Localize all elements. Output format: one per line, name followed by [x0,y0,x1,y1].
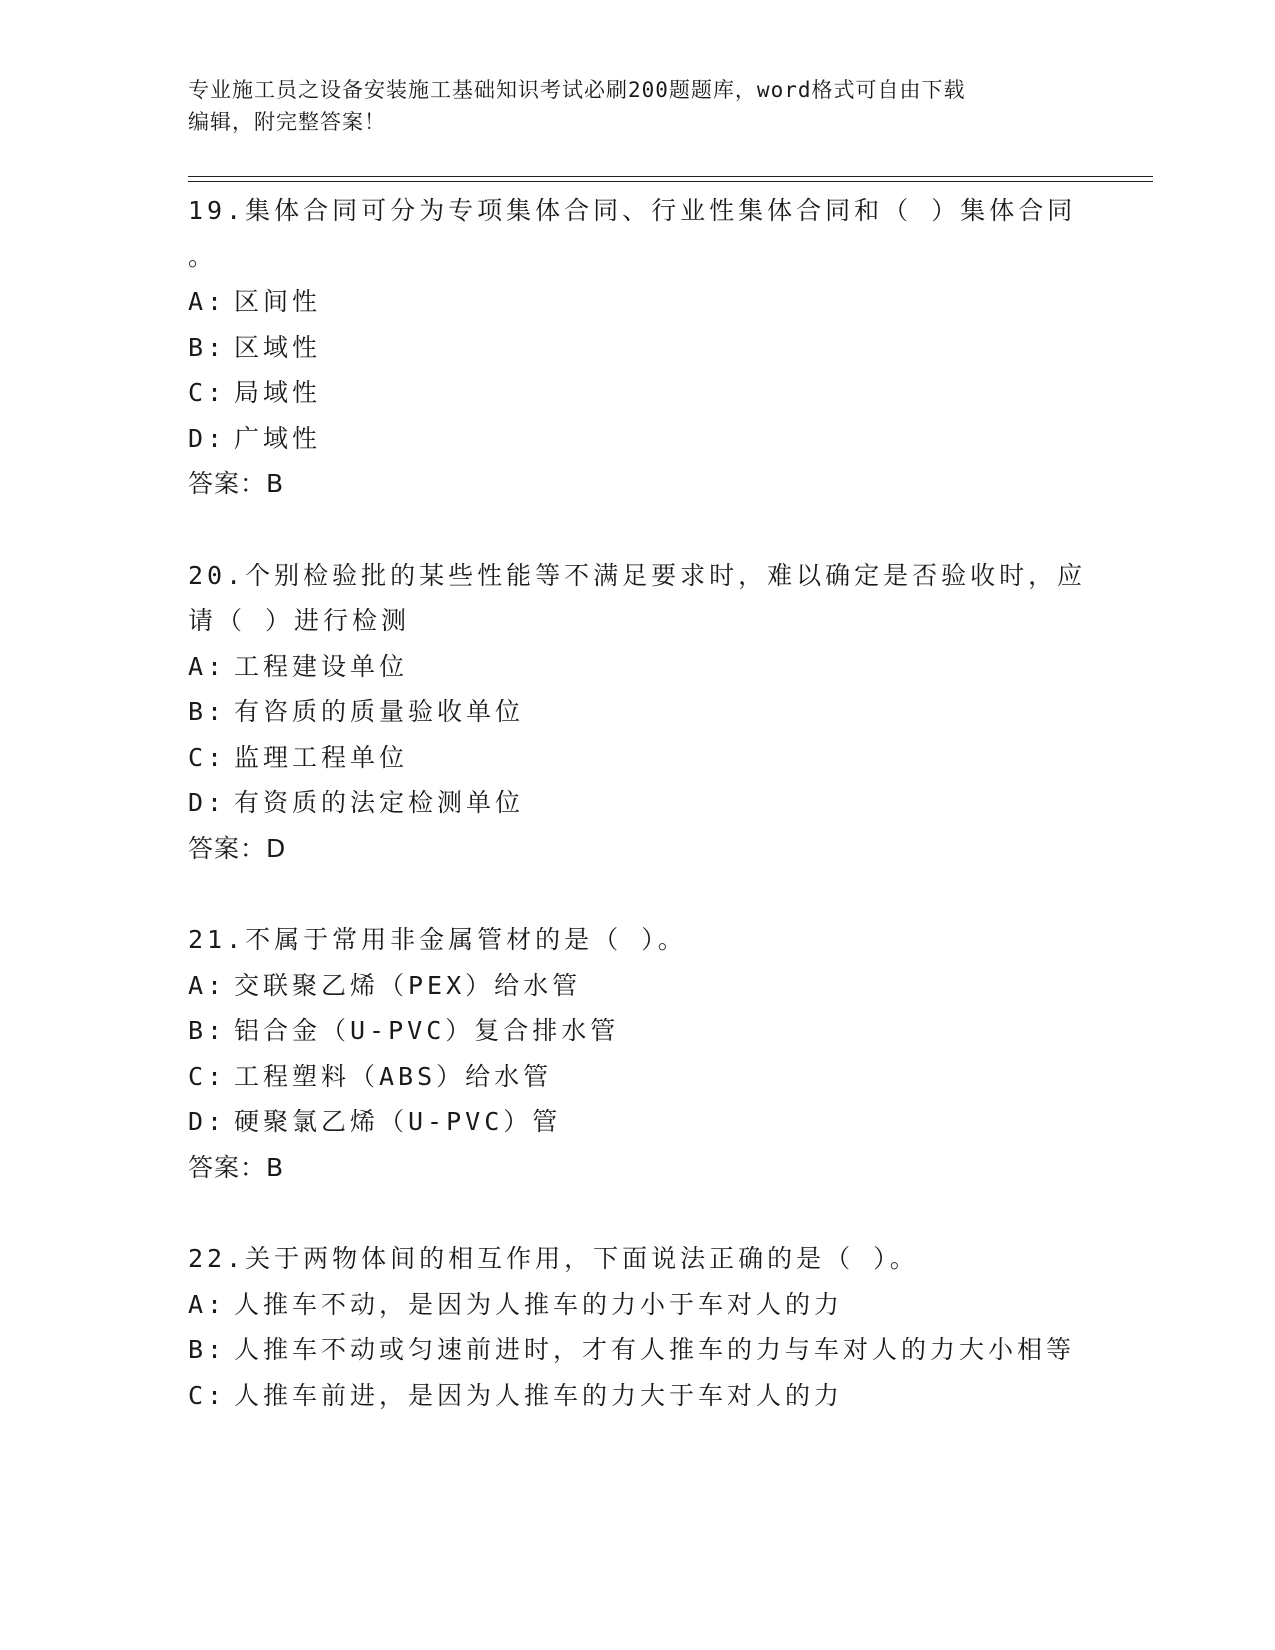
option-key: C: [188,742,227,772]
option-d [188,1099,1088,1145]
question-19 [188,188,1088,507]
question-stem: 20.个别检验批的某些性能等不满足要求时，难以确定是否验收时，应 [188,560,1087,590]
option-key: A: [188,651,227,681]
option-text: 硬聚氯乙烯（U-PVC）管 [234,1107,562,1136]
question-stem-continued: 请（ ）进行检测 [188,606,411,635]
header-line-2: 编辑，附完整答案！ [188,110,386,134]
option-c [188,370,1088,416]
option-b [188,1008,1088,1054]
option-text: 区间性 [234,287,322,316]
option-c [188,735,1088,781]
option-key: C: [188,1061,227,1091]
option-key: D: [188,423,227,453]
option-b [188,1327,1088,1373]
option-key: C: [188,1380,227,1410]
question-list [188,188,1088,1464]
option-key: B: [188,1335,227,1364]
answer-line: 答案：D [188,833,287,863]
option-text: 人推车不动或匀速前进时，才有人推车的力与车对人的力大小相等 [234,1335,1076,1364]
question-stem-continued: 。 [188,241,218,271]
question-20 [188,553,1088,872]
answer-line: 答案：B [188,469,285,498]
option-key: C: [188,378,227,407]
question-stem: 19.集体合同可分为专项集体合同、行业性集体合同和（ ）集体合同 [188,196,1077,225]
option-key: B: [188,332,227,362]
option-text: 监理工程单位 [234,742,409,772]
option-text: 区域性 [234,332,322,362]
option-text: 局域性 [234,378,322,407]
header-divider-bottom [188,181,1153,182]
option-c [188,1373,1088,1419]
option-text: 铝合金（U-PVC）复合排水管 [234,1016,620,1045]
option-c [188,1054,1088,1100]
option-key: A: [188,970,227,1000]
option-key: B: [188,1016,227,1045]
question-stem: 22.关于两物体间的相互作用，下面说法正确的是（ ）。 [188,1244,919,1273]
option-text: 有资质的法定检测单位 [234,788,525,817]
option-d [188,780,1088,826]
option-key: A: [188,287,227,316]
option-a [188,963,1088,1009]
option-b [188,325,1088,371]
option-key: A: [188,1289,227,1319]
option-a [188,644,1088,690]
option-text: 广域性 [234,423,322,453]
option-text: 交联聚乙烯（PEX）给水管 [234,970,582,1000]
option-text: 人推车前进，是因为人推车的力大于车对人的力 [234,1380,844,1410]
question-21 [188,917,1088,1190]
header-line-1: 专业施工员之设备安装施工基础知识考试必刷200题题库，word格式可自由下载 [188,78,966,102]
option-key: D: [188,788,227,817]
option-text: 人推车不动，是因为人推车的力小于车对人的力 [234,1289,844,1319]
header-divider-top [188,176,1153,177]
option-text: 有咨质的质量验收单位 [234,697,525,726]
option-a [188,279,1088,325]
question-22 [188,1236,1088,1418]
option-d [188,416,1088,462]
answer-line: 答案：B [188,1152,285,1182]
option-key: B: [188,697,227,726]
option-key: D: [188,1107,227,1136]
option-text: 工程建设单位 [234,651,409,681]
option-a [188,1282,1088,1328]
document-header [188,74,1068,138]
option-text: 工程塑料（ABS）给水管 [234,1061,553,1091]
question-stem: 21.不属于常用非金属管材的是（ ）。 [188,925,687,954]
option-b [188,689,1088,735]
